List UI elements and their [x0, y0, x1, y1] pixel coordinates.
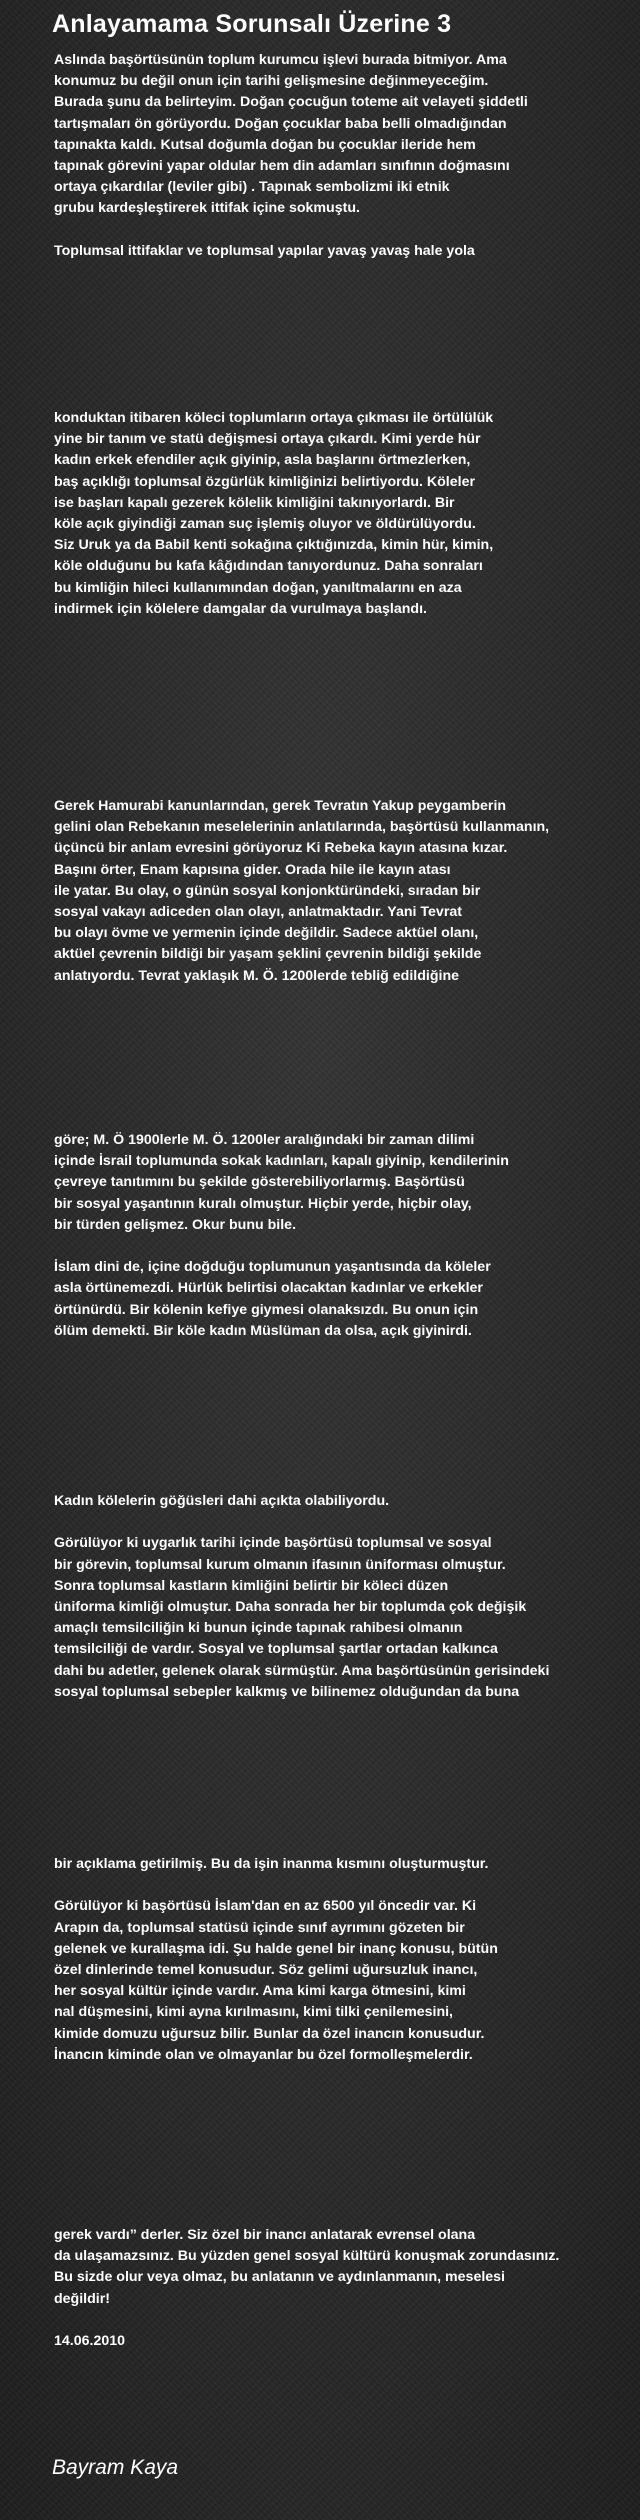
text-line: sosyal vakayı adiceden olan olayı, anlatmaktadır. Yani Tevrat	[54, 903, 462, 920]
text-line: temsilciliği de vardır. Sosyal ve toplumsal şartlar ortadan kalkınca	[54, 1641, 498, 1658]
blank-line	[54, 1236, 634, 1257]
text-line: gelenek ve kurallaşma idi. Şu halde genel bir inanç konusu, bütün	[54, 1940, 498, 1957]
text-line: Bu sizde olur veya olmaz, bu anlatanın ve aydınlanmanın, meselesi	[54, 2269, 505, 2286]
text-line: tartışmaları ön görüyordu. Doğan çocuklar baba belli olmadığından	[54, 115, 507, 132]
text-line: değildir!	[54, 2290, 110, 2307]
text-line: Gerek Hamurabi kanunlarından, gerek Tevratın Yakup peygamberin	[54, 798, 507, 814]
text-line: köle açık giyindiği zaman suç işlemiş oluyor ve öldürülüyordu.	[54, 515, 476, 532]
text-line: üniforma kimliği olmuştur. Daha sonrada her bir toplumda çok değişik	[54, 1598, 527, 1615]
text-line: köle olduğunu bu kafa kâğıdından tanıyordunuz. Daha sonraları	[54, 558, 483, 575]
text-line: bu kimliğin hileci kullanımından doğan, yanıltmalarını en aza	[54, 579, 462, 596]
text-section-1	[54, 50, 634, 262]
text-line: tapınakta kaldı. Kutsal doğumla doğan bu çocuklar ileride hem	[54, 136, 476, 153]
text-line: asla örtünemezdi. Hürlük belirtisi olacaktan kadınlar ve erkekler	[54, 1280, 483, 1297]
text-line: Görülüyor ki başörtüsü İslam'dan en az 6500 yıl öncedir var. Ki	[54, 1898, 477, 1915]
text-line: Toplumsal ittifaklar ve toplumsal yapılar yavaş yavaş hale yola	[54, 242, 475, 259]
text-line: gelini olan Rebekanın meselelerinin anlatılarında, başörtüsü kullanmanın,	[54, 819, 550, 836]
text-line: kimide domuzu uğursuz bilir. Bunlar da özel inancın konusudur.	[54, 2025, 485, 2042]
text-line: İnancın kiminde olan ve olmayanlar bu özel formolleşmelerdir.	[54, 2046, 473, 2063]
text-line: Siz Uruk ya da Babil kenti sokağına çıktığınızda, kimin hür, kimin,	[54, 537, 494, 554]
text-line: da ulaşamazsınız. Bu yüzden genel sosyal kültürü konuşmak zorundasınız.	[54, 2248, 560, 2265]
blank-line	[54, 2310, 634, 2331]
text-line: ölüm demekti. Bir köle kadın Müslüman da olsa, açık giyinirdi.	[54, 1322, 472, 1339]
text-line: Görülüyor ki uygarlık tarihi içinde başörtüsü toplumsal ve sosyal	[54, 1535, 492, 1552]
text-section-4	[54, 1130, 634, 1342]
text-line: göre; M. Ö 1900lerle M. Ö. 1200ler aralığındaki bir zaman dilimi	[54, 1132, 475, 1148]
text-line: kadın erkek efendiler açık giyinip, asla başlarını örtmezlerken,	[54, 452, 471, 469]
text-line: ise başları kapalı gezerek kölelik kimliğini takınıyorlardı. Bir	[54, 494, 455, 511]
text-line: her sosyal kültür içinde vardır. Ama kimi karga ötmesini, kimi	[54, 1983, 466, 2000]
text-line: üçüncü bir anlam evresini görüyoruz Ki Rebeka kayın atasına kızar.	[54, 840, 508, 857]
text-line: Burada şunu da belirteyim. Doğan çocuğun toteme ait velayeti şiddetli	[54, 94, 528, 111]
text-section-7	[54, 2225, 634, 2352]
text-line: bir türden gelişmez. Okur bunu bile.	[54, 1216, 297, 1233]
text-line: Arapın da, toplumsal statüsü içinde sınıf ayrımını gözeten bir	[54, 1919, 465, 1936]
text-line: Başını örter, Enam kapısına gider. Orada hile ile kayın atası	[54, 861, 451, 878]
text-line: bir sosyal yaşantının kuralı olmuştur. Hiçbir yerde, hiçbir olay,	[54, 1195, 472, 1212]
text-line: içinde İsrail toplumunda sokak kadınları, kapalı giyinip, kendilerinin	[54, 1153, 509, 1170]
text-line: gerek vardı” derler. Siz özel bir inancı anlatarak evrensel olana	[54, 2227, 476, 2243]
text-line: grubu kardeşleştirerek ittifak içine sokmuştu.	[54, 200, 360, 217]
text-section-5	[54, 1491, 634, 1703]
blank-line	[54, 1512, 634, 1533]
text-line: baş açıklığı toplumsal özgürlük kimliğinizi belirtiyordu. Köleler	[54, 473, 475, 490]
text-line: ile yatar. Bu olay, o günün sosyal konjonktüründeki, sıradan bir	[54, 882, 481, 899]
text-line: konumuz bu değil onun için tarihi gelişmesine değinmeyeceğim.	[54, 73, 489, 90]
text-section-2	[54, 408, 634, 620]
text-line: bir açıklama getirilmiş. Bu da işin inanma kısmını oluşturmuştur.	[54, 1856, 489, 1872]
text-line: konduktan itibaren köleci toplumların ortaya çıkması ile örtülülük	[54, 410, 494, 426]
text-section-6	[54, 1854, 634, 2066]
text-line: Kadın kölelerin göğüsleri dahi açıkta olabiliyordu.	[54, 1493, 390, 1509]
text-line: tapınak görevini yapar oldular hem din adamları sınıfının doğmasını	[54, 157, 510, 174]
text-section-3	[54, 796, 634, 987]
text-line: aktüel çevrenin bildiği bir yaşam şeklini çevrenin bildiği şekilde	[54, 946, 482, 963]
text-line: anlatıyordu. Tevrat yaklaşık M. Ö. 1200lerde tebliğ edildiğine	[54, 967, 460, 984]
text-line: nal düşmesini, kimi ayna kırılmasını, kimi tilki çenilemesini,	[54, 2004, 453, 2021]
author-signature: Bayram Kaya	[52, 2456, 179, 2479]
text-line: bir görevin, toplumsal kurum olmanın ifasının üniforması olmuştur.	[54, 1556, 506, 1573]
text-line: indirmek için kölelere damgalar da vurulmaya başlandı.	[54, 600, 427, 617]
text-line: bu olayı övme ve yermenin içinde değildir. Sadece aktüel olanı,	[54, 925, 479, 942]
text-line: Sonra toplumsal kastların kimliğini belirtir bir köleci düzen	[54, 1577, 449, 1594]
text-line: amaçlı temsilciliğin ki bunun içinde tapınak rahibesi olmanın	[54, 1620, 463, 1637]
blank-line	[54, 220, 634, 241]
text-line: sosyal toplumsal sebepler kalkmış ve bilinemez olduğundan da buna	[54, 1683, 520, 1700]
text-line: Aslında başörtüsünün toplum kurumcu işlevi burada bitmiyor. Ama	[54, 52, 507, 68]
text-line: özel dinlerinde temel konusudur. Söz gelimi uğursuzluk inancı,	[54, 1961, 478, 1978]
text-line: çevreye tanıtımını bu şekilde gösterebiliyorlarmış. Başörtüsü	[54, 1174, 465, 1191]
text-line: ortaya çıkardılar (leviler gibi) . Tapınak sembolizmi iki etnik	[54, 179, 450, 196]
blank-line	[54, 1875, 634, 1896]
text-line: İslam dini de, içine doğduğu toplumunun yaşantısında da köleler	[54, 1259, 491, 1276]
poem-title: Anlayamama Sorunsalı Üzerine 3	[52, 10, 452, 38]
text-line: yine bir tanım ve statü değişmesi ortaya çıkardı. Kimi yerde hür	[54, 431, 481, 448]
text-line: örtünürdü. Bir kölenin kefiye giymesi olanaksızdı. Bu onun için	[54, 1301, 479, 1318]
poem-date: 14.06.2010	[54, 2332, 126, 2349]
text-line: dahi bu adetler, gelenek olarak sürmüştür. Ama başörtüsünün gerisindeki	[54, 1662, 550, 1679]
